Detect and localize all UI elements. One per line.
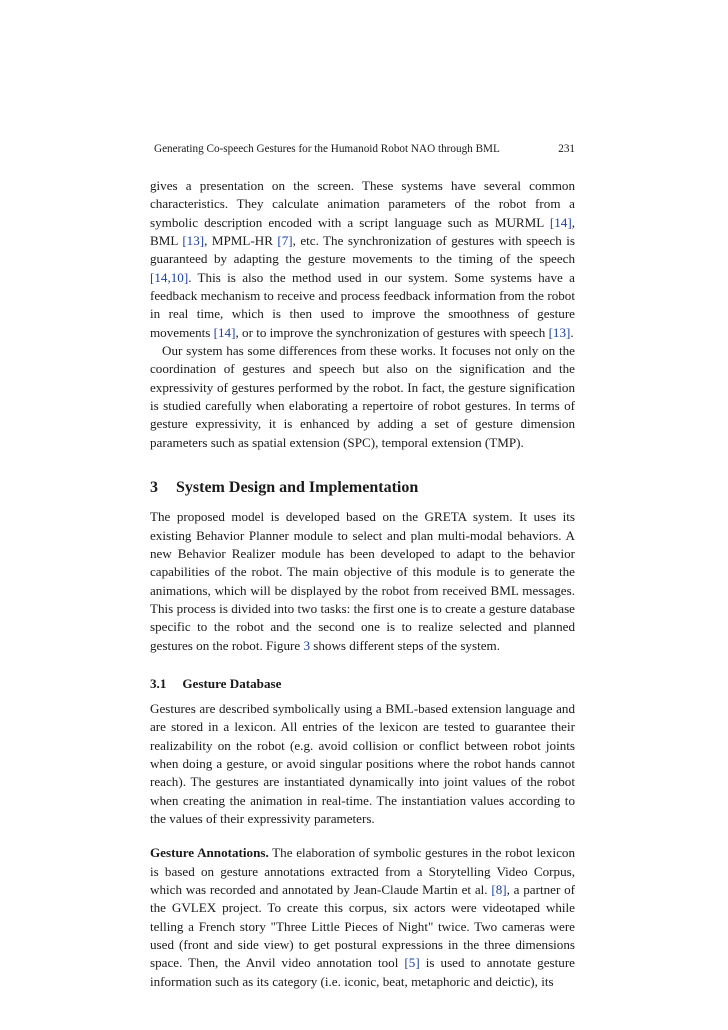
figure-link[interactable]: 3 [303,637,311,653]
running-head [154,142,575,156]
section-heading [150,478,575,498]
citation-link[interactable]: [7] [277,233,293,249]
running-title: Generating Co-speech Gestures for the Humanoid Robot NAO through BML [154,143,500,155]
section3-body [150,508,575,655]
section31-body [150,700,575,828]
citation-link[interactable]: [5] [404,955,420,971]
section-number: 3 [150,479,158,497]
paragraph-related-systems: gives a presentation on the screen. These systems have several common characteristics. They calculate animation parameters of the robot from a symbolic description encoded with a script language such as MURML [14], BML [13], MPML-HR [7], etc. The synchronization of gestures with speech is guaranteed by adapting the gesture movements to the timing of the speech [14,10]. This is also the method used in our system. Some systems have a feedback mechanism to receive and process feedback information from the robot in real time, which is then used to improve the smoothness of gesture movements [14], or to improve the synchronization of gestures with speech [13]. [150,178,576,340]
subsection-heading [150,675,575,693]
run-in-heading: Gesture Annotations. [150,845,269,861]
paragraph-gesture-database: Gestures are described symbolically using a BML-based extension language and are stored in a lexicon. All entries of the lexicon are tested to guarantee their realizability on the robot (e.g. avoid collision or conflict between robot joints when doing a gesture, or avoid singular positions where the robot hands cannot reach). The gestures are instantiated dynamically into joint values of the robot when creating the animation in real-time. The instantiation values according to the values of their expressivity parameters. [150,700,575,826]
citation-link[interactable]: [14] [549,214,572,230]
page-number: 231 [558,143,575,155]
gesture-annotations-block [150,844,575,991]
paragraph-our-system: Our system has some differences from these works. It focuses not only on the coordination of gestures and speech but also on the signification and the expressivity of gestures performed by the robot. In fact, the gesture signification is studied carefully when elaborating a repertoire of robot gestures. In terms of gesture expressivity, it is enhanced by adding a set of gesture dimension parameters such as spatial extension (SPC), temporal extension (TMP). [150,343,575,450]
citation-link[interactable]: [14,10] [150,269,189,285]
paper-page [150,142,575,991]
citation-link[interactable]: [8] [491,882,507,897]
paragraph-gesture-annotations: Gesture Annotations. The elaboration of symbolic gestures in the robot lexicon is based on gesture annotations extracted from a Storytelling Video Corpus, which was recorded and annotated by Jean-Claude Martin et al. [8], a partner of the GVLEX project. To create this corpus, six actors were videotaped while telling a French story "Three Little Pieces of Night" twice. Two cameras were used (front and side view) to get postural expressions in the three dimensions space. Then, the Anvil video annotation tool [5] is used to annotate gesture information such as its category (i.e. iconic, beat, metaphoric and deictic), its [150,845,575,989]
subsection-number: 3.1 [150,675,167,691]
citation-link[interactable]: [14] [213,324,236,340]
subsection-title: Gesture Database [182,675,282,691]
paragraph-system-design: The proposed model is developed based on the GRETA system. It uses its existing Behavior Planner module to select and plan multi-modal behaviors. A new Behavior Realizer module has been developed to adapt to the behavior capabilities of the robot. The main objective of this module is to generate the animations, which will be displayed by the robot from received BML messages. This process is divided into two tasks: the first one is to create a gesture database specific to the robot and the second one is to realize selected and planned gestures on the robot. Figure 3 shows different steps of the system. [150,509,575,653]
intro-block [150,177,575,452]
citation-link[interactable]: [13] [548,324,571,340]
section-title: System Design and Implementation [176,479,419,497]
citation-link[interactable]: [13] [182,233,205,249]
